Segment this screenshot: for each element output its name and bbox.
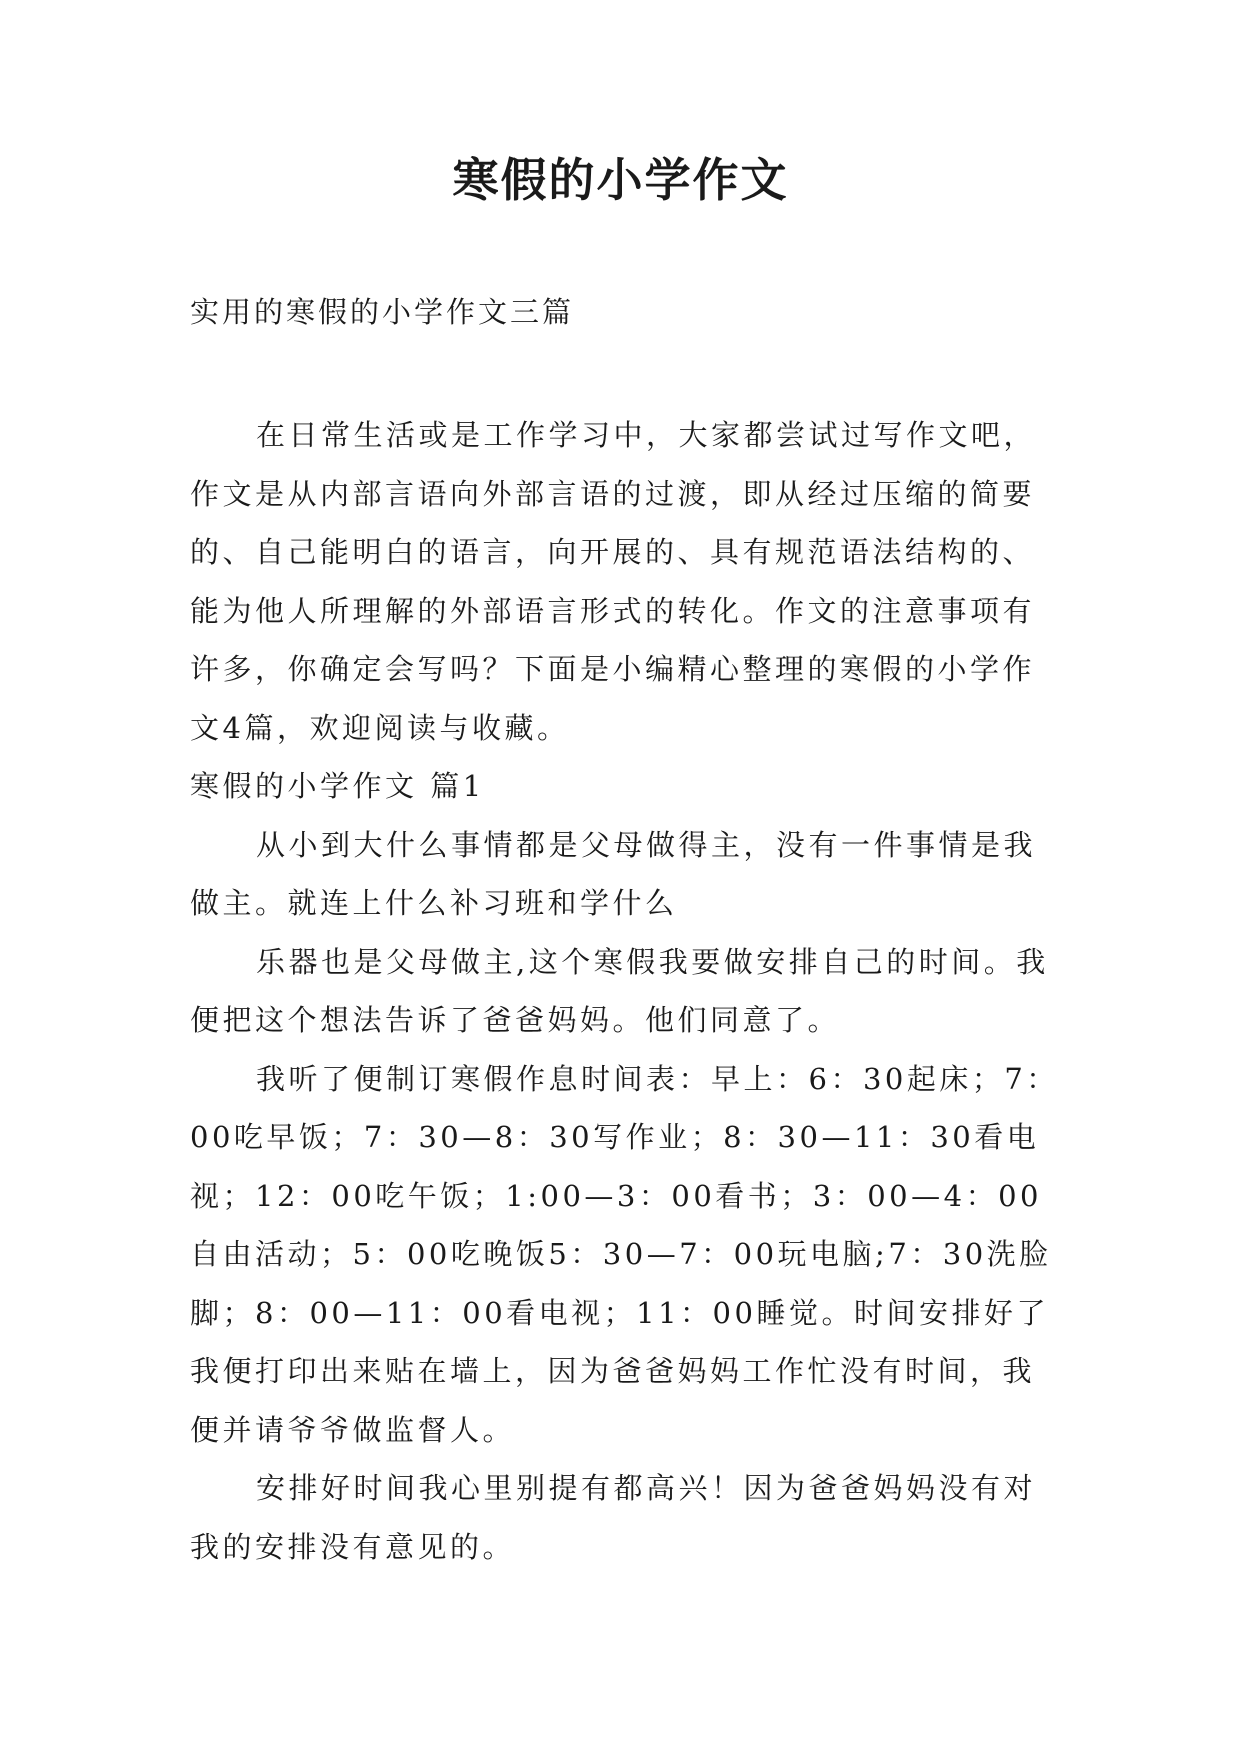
document-body — [190, 406, 1060, 1576]
body-paragraph: 乐器也是父母做主,这个寒假我要做安排自己的时间。我便把这个想法告诉了爸爸妈妈。他们同意了。 — [190, 944, 1049, 1037]
intro-paragraph: 在日常生活或是工作学习中，大家都尝试过写作文吧，作文是从内部言语向外部言语的过渡，即从经过压缩的简要的、自己能明白的语言，向开展的、具有规范语法结构的、能为他人所理解的外部语言形式的转化。作文的注意事项有许多，你确定会写吗？下面是小编精心整理的寒假的小学作文4篇，欢迎阅读与收藏。 — [190, 418, 1037, 745]
document-title: 寒假的小学作文 — [452, 153, 789, 207]
body-paragraph: 安排好时间我心里别提有都高兴！因为爸爸妈妈没有对我的安排没有意见的。 — [190, 1471, 1037, 1564]
document-subtitle: 实用的寒假的小学作文三篇 — [190, 295, 575, 329]
schedule-paragraph: 我听了便制订寒假作息时间表：早上：6：30起床；7：00吃早饭；7：30—8：30写作业；8：30—11：30看电视；12：00吃午饭；1:00—3：00看书；3：00—4：00自由活动；5：00吃晚饭5：30—7：00玩电脑;7：30洗脸脚；8：00—11：00看电视；11：00睡觉。时间安排好了我便打印出来贴在墙上，因为爸爸妈妈工作忙没有时间，我便并请爷爷做监督人。 — [190, 1061, 1059, 1447]
section-heading: 寒假的小学作文 篇1 — [190, 769, 485, 803]
body-paragraph: 从小到大什么事情都是父母做得主，没有一件事情是我做主。就连上什么补习班和学什么 — [190, 827, 1037, 920]
